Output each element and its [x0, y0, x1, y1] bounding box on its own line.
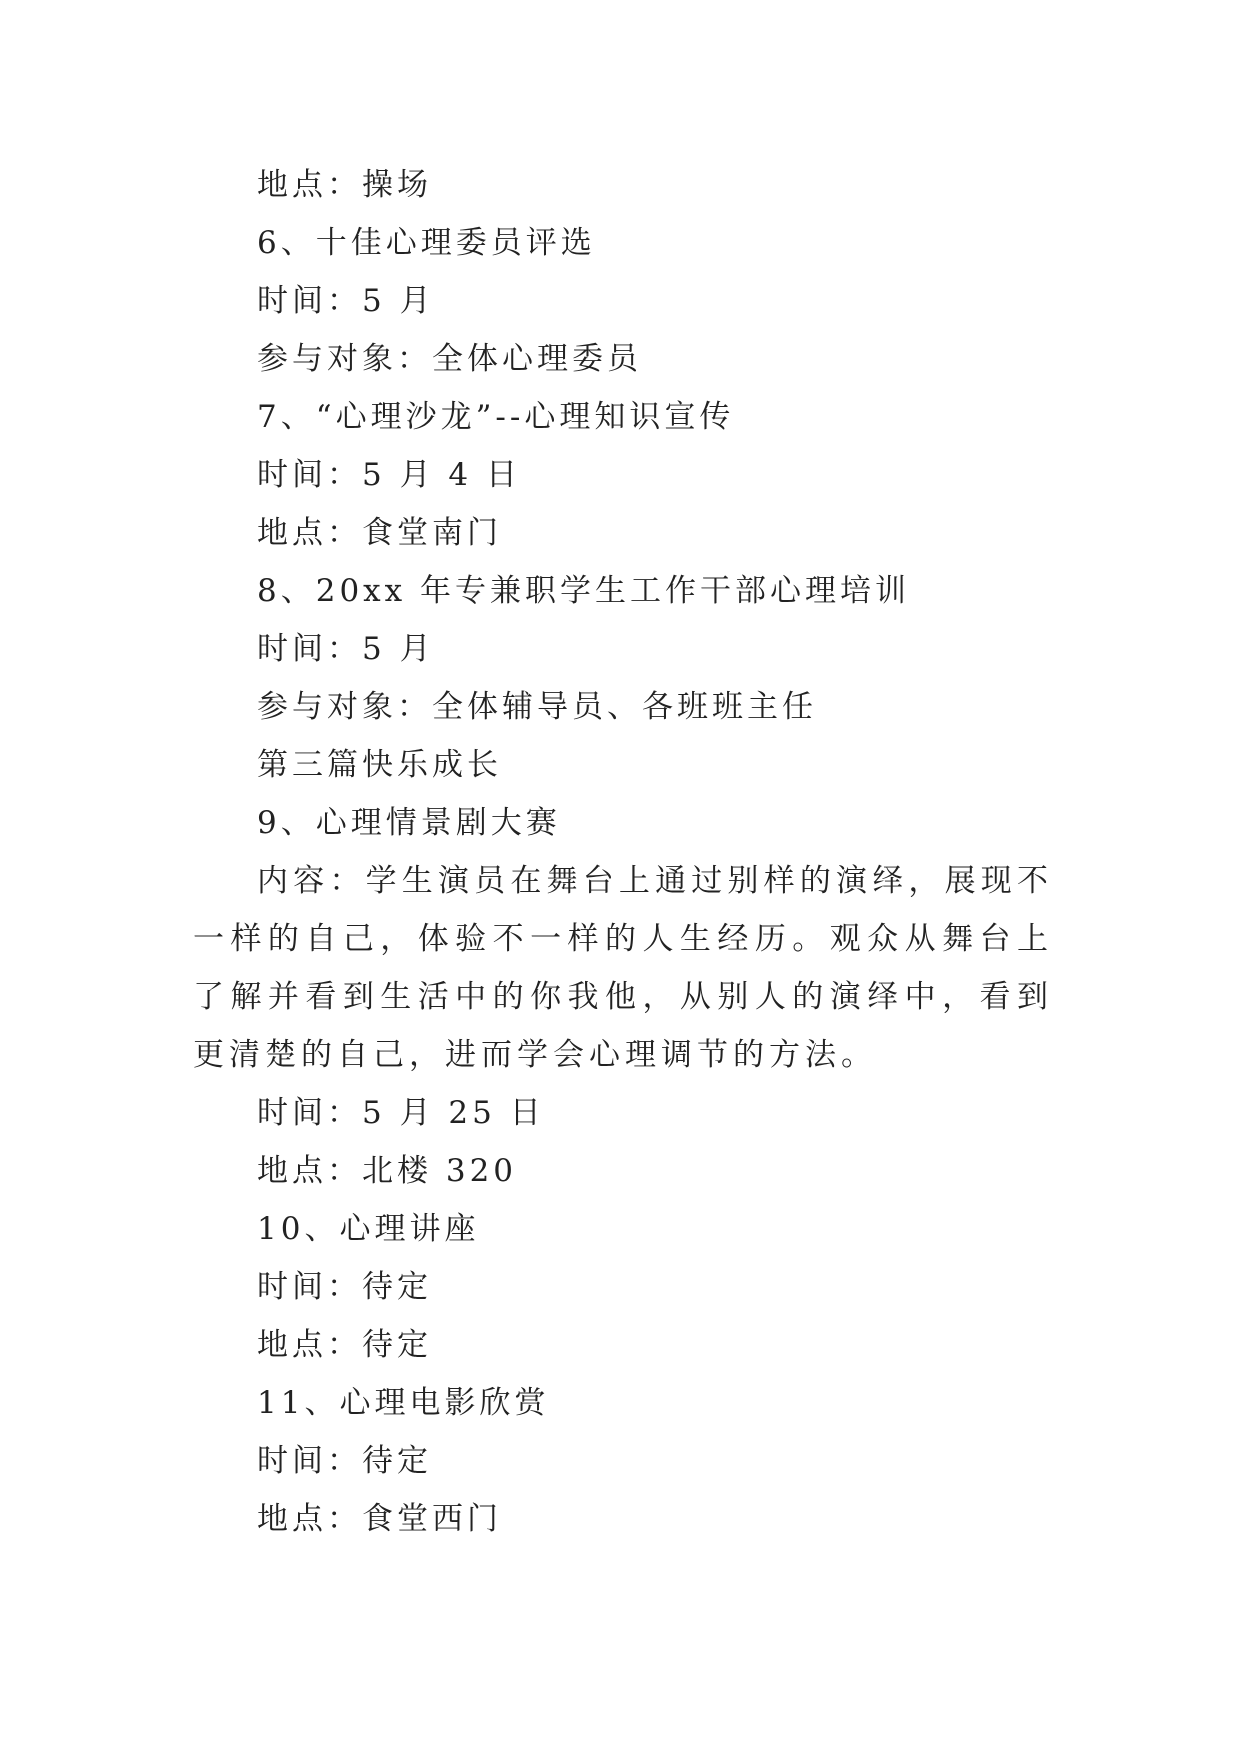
text-line: 地点：食堂西门 — [257, 1501, 502, 1537]
item-heading: 6、十佳心理委员评选 — [257, 225, 596, 261]
document-body — [193, 156, 1053, 1548]
text-line: 时间：5 月 — [257, 631, 435, 667]
text-line: 参与对象：全体心理委员 — [257, 341, 642, 377]
text-line: 地点：待定 — [257, 1327, 432, 1363]
text-line: 时间：待定 — [257, 1443, 432, 1479]
text-line: 时间：待定 — [257, 1269, 432, 1305]
item-heading: 7、“心理沙龙”--心理知识宣传 — [257, 399, 735, 435]
item-heading: 9、心理情景剧大赛 — [257, 805, 561, 841]
content-paragraph: 内容：学生演员在舞台上通过别样的演绎，展现不一样的自己，体验不一样的人生经历。观众从舞台上了解并看到生活中的你我他，从别人的演绎中，看到更清楚的自己，进而学会心理调节的方法。 — [193, 863, 1053, 1073]
text-line: 地点：操场 — [257, 167, 432, 203]
text-line: 时间：5 月 4 日 — [257, 457, 522, 493]
text-line: 时间：5 月 25 日 — [257, 1095, 545, 1131]
text-line: 时间：5 月 — [257, 283, 435, 319]
text-line: 地点：北楼 320 — [257, 1153, 518, 1189]
text-line: 参与对象：全体辅导员、各班班主任 — [257, 689, 817, 725]
section-heading: 第三篇快乐成长 — [257, 747, 502, 783]
item-heading: 8、20xx 年专兼职学生工作干部心理培训 — [257, 573, 910, 609]
item-heading: 10、心理讲座 — [257, 1211, 480, 1247]
item-heading: 11、心理电影欣赏 — [257, 1385, 550, 1421]
text-line: 地点：食堂南门 — [257, 515, 502, 551]
